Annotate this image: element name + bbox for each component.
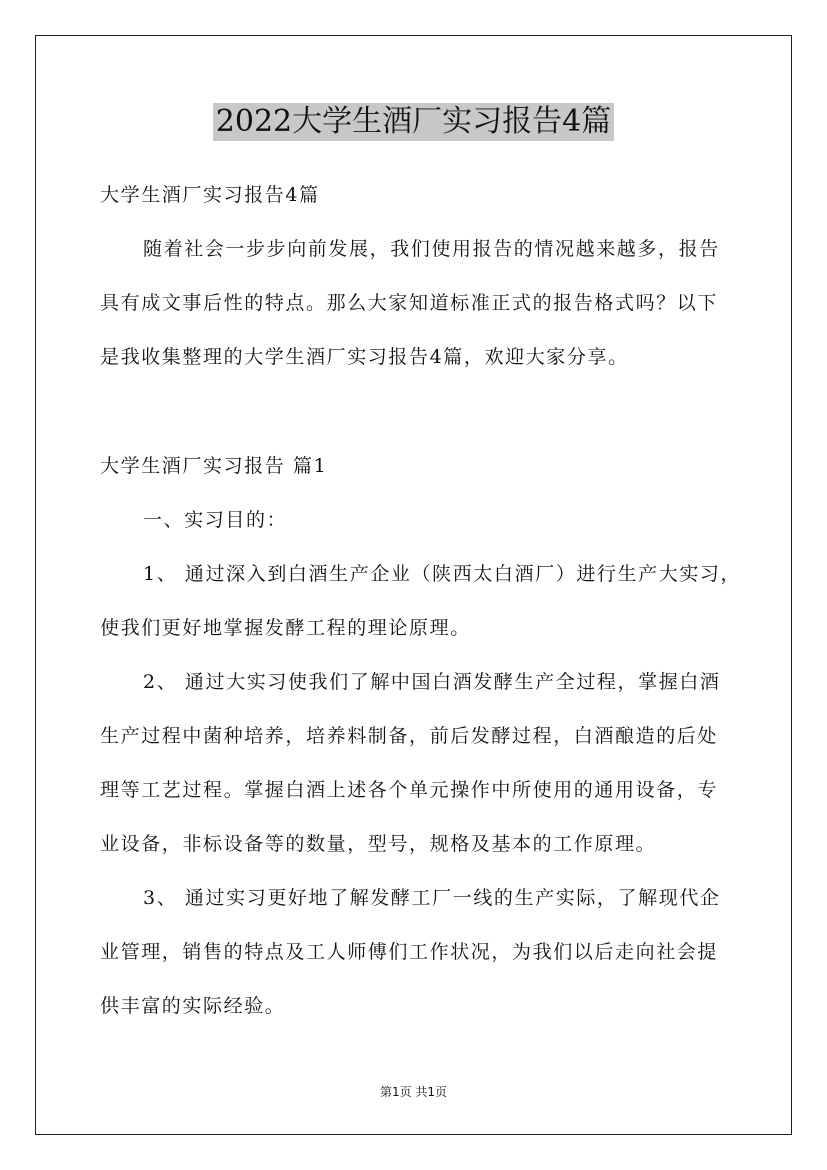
paragraph-line: 供丰富的实际经验。	[100, 995, 286, 1017]
section-heading: 大学生酒厂实习报告4篇	[100, 184, 320, 206]
paragraph-line: 随着社会一步步向前发展，我们使用报告的情况越来越多，报告	[143, 238, 720, 260]
document-title-container	[0, 103, 827, 141]
paragraph-line: 使我们更好地掌握发酵工程的理论原理。	[100, 617, 471, 639]
paragraph-line: 3、 通过实习更好地了解发酵工厂一线的生产实际，了解现代企	[143, 887, 721, 909]
paragraph-line: 1、 通过深入到白酒生产企业（陕西太白酒厂）进行生产大实习，	[143, 563, 742, 585]
page-number-footer: 第1页 共1页	[379, 1085, 448, 1099]
paragraph-line: 2、 通过大实习使我们了解中国白酒发酵生产全过程，掌握白酒	[143, 671, 721, 693]
paragraph-line: 具有成文事后性的特点。那么大家知道标准正式的报告格式吗？以下	[100, 292, 719, 314]
paragraph-line: 是我收集整理的大学生酒厂实习报告4篇，欢迎大家分享。	[100, 346, 629, 368]
document-title: 2022大学生酒厂实习报告4篇	[213, 103, 614, 141]
section-heading: 大学生酒厂实习报告 篇1	[100, 455, 328, 477]
paragraph-line: 业设备，非标设备等的数量，型号，规格及基本的工作原理。	[100, 833, 657, 855]
paragraph-line: 理等工艺过程。掌握白酒上述各个单元操作中所使用的通用设备，专	[100, 779, 719, 801]
paragraph-line: 业管理，销售的特点及工人师傅们工作状况，为我们以后走向社会提	[100, 941, 719, 963]
paragraph-line: 生产过程中菌种培养，培养料制备，前后发酵过程，白酒酿造的后处	[100, 725, 719, 747]
subsection-heading: 一、实习目的：	[143, 509, 288, 531]
